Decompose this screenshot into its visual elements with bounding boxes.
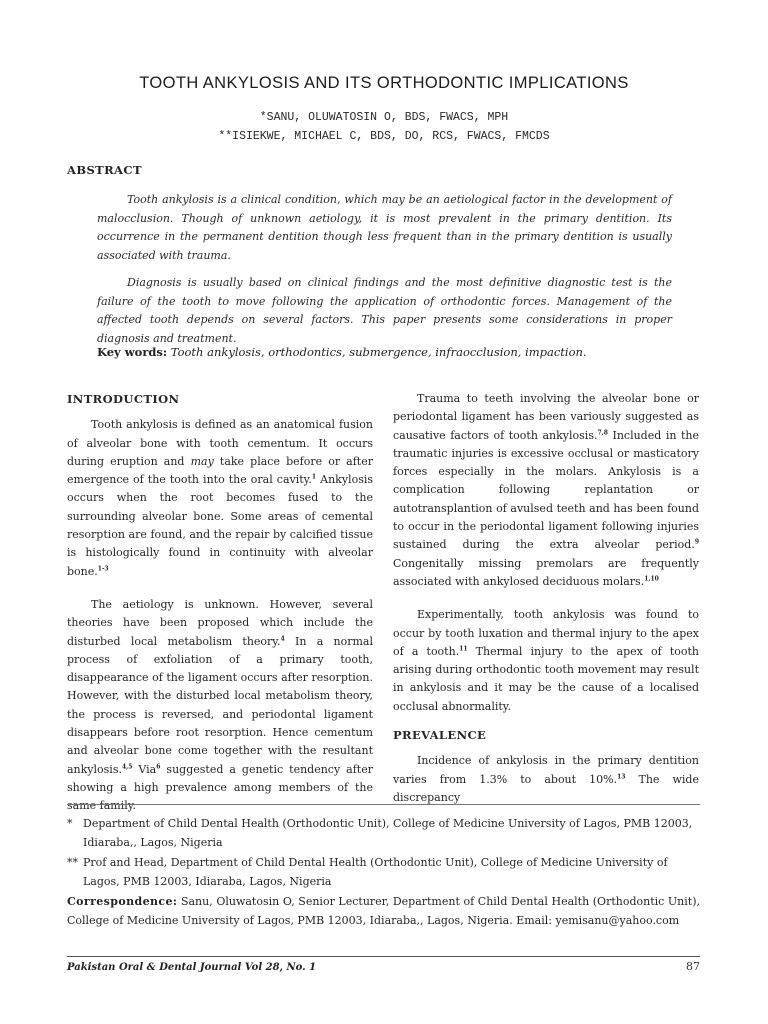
citation: 7,8 (597, 428, 608, 436)
author-1: *SANU, OLUWATOSIN O, BDS, FWACS, MPH (259, 111, 509, 124)
citation: 4 (280, 634, 285, 642)
left-column (67, 390, 373, 831)
author-2: **ISIEKWE, MICHAEL C, BDS, DO, RCS, FWACS, FMCDS (218, 130, 550, 143)
footnotes (67, 815, 700, 930)
author-list (0, 108, 768, 146)
correspondence-text: Sanu, Oluwatosin O, Senior Lecturer, Department of Child Dental Health (Orthodontic Unit), College of Medicine University of Lagos, PMB 12003, Idiaraba,, Lagos, Nigeria. Email: yemisanu@yahoo.com (67, 895, 700, 927)
correspondence (67, 893, 700, 930)
correspondence-label: Correspondence: (67, 895, 178, 908)
abstract-body (97, 191, 672, 357)
page-number: 87 (686, 960, 700, 973)
footnote-divider (67, 804, 700, 805)
footnote-marker: * (67, 817, 73, 830)
citation: 11 (459, 645, 468, 653)
abstract-paragraph-1: Tooth ankylosis is a clinical condition, which may be an aetiological factor in the development of malocclusion. Though of unknown aetiology, it is most prevalent in the primary dentition. Its occurrence in the permanent dentition though less frequent than in the primary dentition is usually associated with trauma. (97, 193, 672, 262)
experimental-paragraph: Experimentally, tooth ankylosis was found to occur by tooth luxation and thermal injury to the apex of a tooth.$^{11}$ Thermal injury to the apex of tooth arising during orthodontic tooth movement may result in ankylosis and it may be the cause of a localised occlusal abnormality. (393, 608, 699, 713)
citation: 1,10 (644, 575, 659, 583)
citation: 1 (311, 473, 317, 481)
citation: 9 (694, 538, 699, 546)
footnote-text: Department of Child Dental Health (Orthodontic Unit), College of Medicine University of Lagos, PMB 12003, Idiaraba,, Lagos, Nigeria (83, 817, 693, 849)
intro-paragraph-2: The aetiology is unknown. However, several theories have been proposed which include the disturbed local metabolism theory.$^4$ In a normal process of exfoliation of a primary tooth, disappearance of the ligament occurs after resorption. However, with the disturbed local metabolism theory, the process is reversed, and periodontal ligament disappears before root resorption. Hence cementum and alveolar bone come together with the resultant ankylosis.$^{4,5}$ Via$^6$ suggested a genetic tendency after showing a high prevalence among members of the same family. (67, 597, 373, 813)
footnote-marker: ** (67, 856, 78, 869)
citation: 6 (156, 762, 161, 770)
abstract-heading: ABSTRACT (67, 163, 142, 177)
article-title: TOOTH ANKYLOSIS AND ITS ORTHODONTIC IMPLICATIONS (139, 74, 629, 92)
footnote-1 (67, 815, 700, 852)
trauma-paragraph: Trauma to teeth involving the alveolar bone or periodontal ligament has been variously suggested as causative factors of tooth ankylosis.$^{7,8}$ Included in the traumatic injuries is excessive occlusal or masticatory forces especially in the molars. Ankylosis is a complication following replantation or autotransplantion of avulsed teeth and has been found to occur in the periodontal ligament following injuries sustained during the extra alveolar period.$^9$ Congenitally missing premolars are frequently associated with ankylosed deciduous molars.$^{1,10}$ (393, 392, 699, 588)
prevalence-heading: PREVALENCE (393, 728, 487, 743)
footer-divider (67, 956, 700, 957)
citation: 1-3 (97, 565, 109, 573)
introduction-heading: INTRODUCTION (67, 392, 180, 406)
prevalence-paragraph: Incidence of ankylosis in the primary dentition varies from 1.3% to about 10%.$^{13}$ The wide discrepancy (393, 754, 699, 804)
citation: 13 (617, 772, 626, 780)
keywords-label: Key words: (97, 345, 168, 359)
keywords-text: Tooth ankylosis, orthodontics, submergence, infraocclusion, impaction. (170, 345, 587, 359)
footnote-text: Prof and Head, Department of Child Dental Health (Orthodontic Unit), College of Medicine University of Lagos, PMB 12003, Idiaraba, Lagos, Nigeria (83, 856, 668, 888)
right-column (393, 390, 699, 822)
keywords-line (97, 343, 672, 361)
intro-paragraph-1: Tooth ankylosis is defined as an anatomical fusion of alveolar bone with tooth cementum. It occurs during eruption and may take place before or after emergence of the tooth into the oral cavity.$^1$ Ankylosis occurs when the root becomes fused to the surrounding alveolar bone. Some areas of cemental resorption are found, and the repair by calcified tissue is histologically found in continuity with alveolar bone.$^{1-3}$ (67, 418, 374, 578)
footnote-2 (67, 854, 700, 891)
journal-name: Pakistan Oral & Dental Journal Vol 28, No. 1 (67, 962, 317, 973)
citation: 4,5 (121, 762, 133, 770)
abstract-paragraph-2: Diagnosis is usually based on clinical findings and the most definitive diagnostic test is the failure of the tooth to move following the application of orthodontic forces. Management of the affected tooth depends on several factors. This paper presents some considerations in proper diagnosis and treatment. (97, 276, 672, 345)
